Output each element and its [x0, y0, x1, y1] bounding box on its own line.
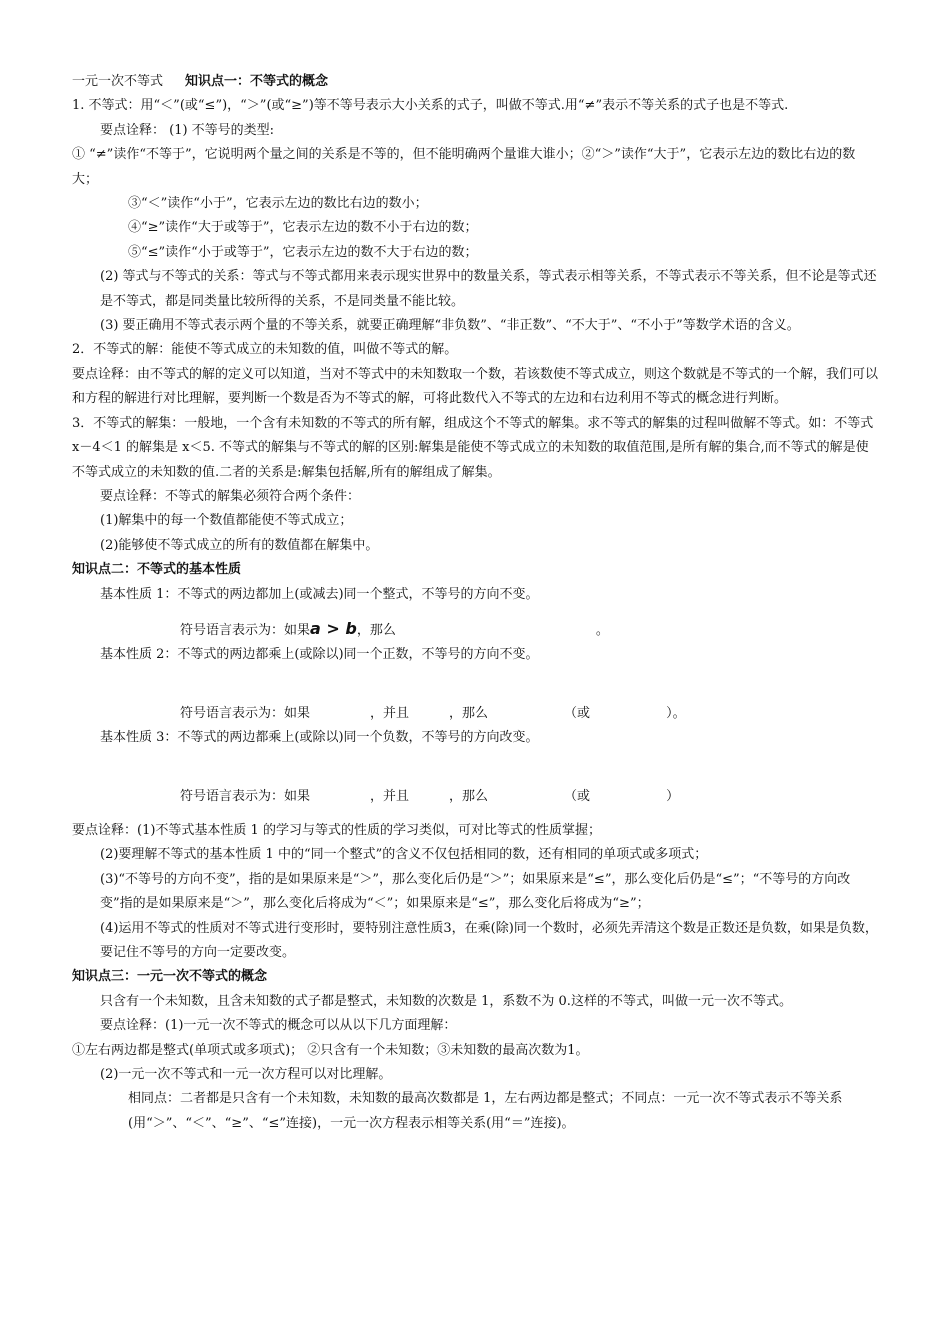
paragraph: (3)“不等号的方向不变”，指的是如果原来是“＞”，那么变化后仍是“＞”；如果原来是“≤”，那么变化后仍是“≤”；“不等号的方向改变”指的是如果原来是“＞”，那么变化后将成为“＜”；如果原来是“≤”，那么变化后将成为“≥”；	[100, 871, 851, 912]
paragraph: (2)一元一次不等式和一元一次方程可以对比理解。	[100, 1067, 392, 1083]
formula-expression: a > b	[310, 618, 357, 638]
paragraph: 要点诠释：(1)不等式基本性质 1 的学习与等式的性质的学习类似，可对比等式的性质掌握；	[72, 822, 601, 838]
paragraph: 要点诠释：由不等式的解的定义可以知道，当对不等式中的未知数取一个数，若该数使不等式成立，则这个数就是不等式的一个解，我们可以和方程的解进行对比理解，要判断一个数是否为不等式的解，可将此数代入不等式的左边和右边利用不等式的概念进行判断。	[72, 366, 879, 407]
paragraph: 基本性质 2：不等式的两边都乘上(或除以)同一个正数，不等号的方向不变。	[100, 647, 539, 663]
paragraph: (3) 要正确用不等式表示两个量的不等关系，就要正确理解“非负数”、“非正数”、“不大于”、“不小于”等数学术语的含义。	[100, 318, 800, 334]
paragraph: (2) 等式与不等式的关系：等式与不等式都用来表示现实世界中的数量关系，等式表示相等关系，不等式表示不等关系，但不论是等式还是不等式，都是同类量比较所得的关系，不是同类量不能比较。	[100, 269, 877, 309]
doc-title-line	[72, 70, 880, 94]
section-heading-2: 知识点二：不等式的基本性质	[72, 562, 242, 578]
paragraph: 3．不等式的解集：一般地，一个含有未知数的不等式的所有解，组成这个不等式的解集。求不等式的解集的过程叫做解不等式。如：不等式 x－4＜1 的解集是 x＜5. 不等式的解集与不等式的解的区别:解集是能使不等式成立的未知数的取值范围,是所有解的集合,而不等式的解是使不等式成立的未知数的值.二者的关系是:解集包括解,所有的解组成了解集。	[72, 415, 874, 480]
paragraph: ①左右两边都是整式(单项式或多项式)； ②只含有一个未知数；③未知数的最高次数为1。	[72, 1042, 589, 1058]
paragraph: ④“≥”读作“大于或等于”，它表示左边的数不小于右边的数；	[128, 220, 478, 236]
paragraph: (1)解集中的每一个数值都能使不等式成立；	[100, 513, 353, 529]
paragraph: (2)要理解不等式的基本性质 1 中的“同一个整式”的含义不仅包括相同的数，还有相同的单项式或多项式；	[100, 847, 708, 863]
section-heading-3: 知识点三：一元一次不等式的概念	[72, 969, 268, 985]
paragraph: 2．不等式的解：能使不等式成立的未知数的值，叫做不等式的解。	[72, 342, 458, 358]
paragraph: 要点诠释：不等式的解集必须符合两个条件：	[100, 488, 361, 504]
formula-line-2: 符号语言表示为：如果 ，并且 ，那么 （或 ）。	[180, 705, 686, 721]
paragraph: ⑤“≤”读作“小于或等于”，它表示左边的数不大于右边的数；	[128, 244, 478, 260]
document-body	[72, 70, 880, 1136]
paragraph: (2)能够使不等式成立的所有的数值都在解集中。	[100, 537, 379, 553]
formula-line-1: 符号语言表示为：如果a > b，那么 。	[180, 618, 609, 638]
doc-title: 一元一次不等式	[72, 74, 164, 89]
section-heading-1: 知识点一：不等式的概念	[185, 74, 329, 89]
paragraph: (4)运用不等式的性质对不等式进行变形时，要特别注意性质3，在乘(除)同一个数时，必须先弄清这个数是正数还是负数，如果是负数，要记住不等号的方向一定要改变。	[100, 920, 878, 960]
paragraph: 相同点：二者都是只含有一个未知数，未知数的最高次数都是 1，左右两边都是整式；不同点：一元一次不等式表示不等关系(用“＞”、“＜”、“≥”、“≤”连接)，一元一次方程表示相等关系(用“＝”连接)。	[128, 1091, 843, 1131]
paragraph: 基本性质 1：不等式的两边都加上(或减去)同一个整式，不等号的方向不变。	[100, 586, 539, 602]
paragraph: 只含有一个未知数，且含未知数的式子都是整式，未知数的次数是 1，系数不为 0.这样的不等式，叫做一元一次不等式。	[100, 993, 792, 1009]
paragraph: 要点诠释：(1)一元一次不等式的概念可以从以下几方面理解：	[100, 1018, 457, 1034]
paragraph: 1. 不等式：用“＜”(或“≤”)，“＞”(或“≥”)等不等号表示大小关系的式子，叫做不等式.用“≠”表示不等关系的式子也是不等式.	[72, 98, 789, 114]
paragraph: 要点诠释： (1) 不等号的类型:	[100, 122, 275, 138]
paragraph: ① “≠”读作“不等于”，它说明两个量之间的关系是不等的，但不能明确两个量谁大谁小；②“＞”读作“大于”，它表示左边的数比右边的数大；	[72, 147, 856, 187]
paragraph: ③“＜”读作“小于”，它表示左边的数比右边的数小；	[128, 196, 428, 212]
paragraph: 基本性质 3：不等式的两边都乘上(或除以)同一个负数，不等号的方向改变。	[100, 730, 539, 746]
formula-line-3: 符号语言表示为：如果 ，并且 ，那么 （或 ）	[180, 788, 680, 804]
